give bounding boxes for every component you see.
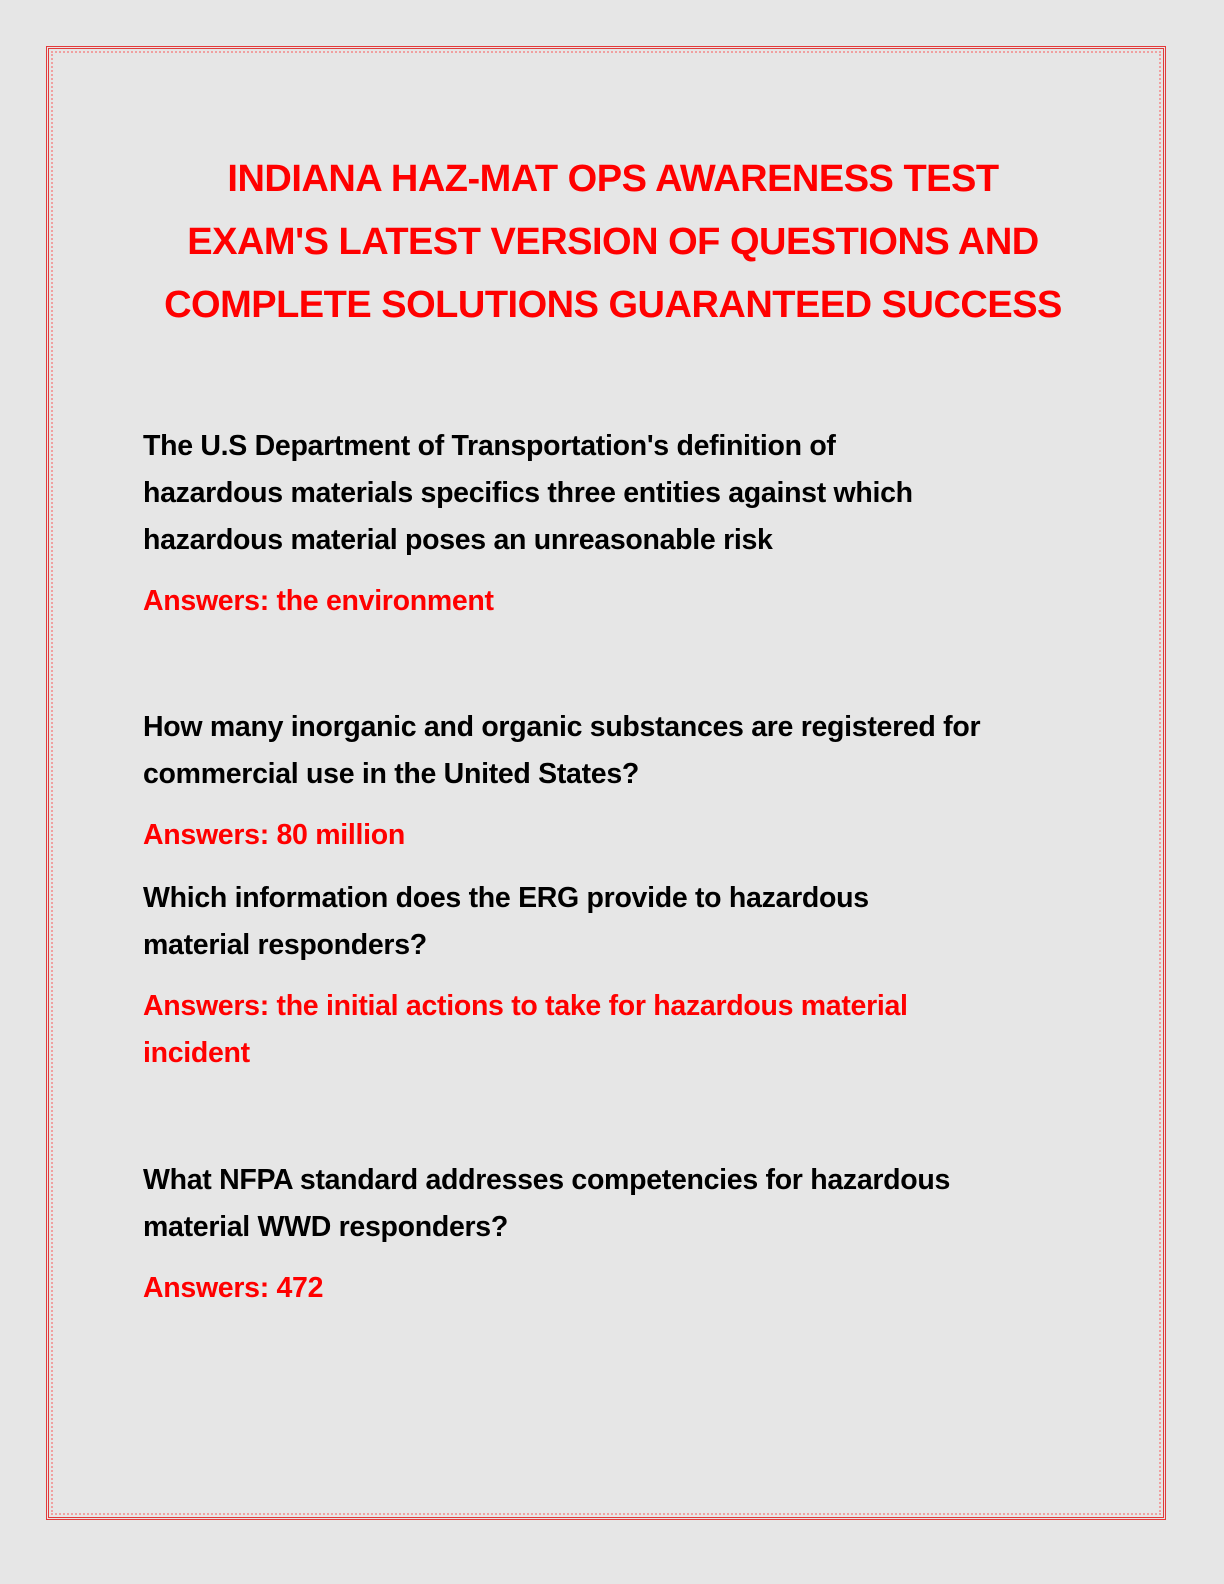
answer-line: incident (143, 1037, 250, 1069)
qa-item (143, 875, 1083, 1077)
answer-text (143, 812, 1083, 859)
title-line: INDIANA HAZ-MAT OPS AWARENESS TEST (227, 158, 999, 200)
answer-text (143, 983, 1083, 1077)
question-line: hazardous material poses an unreasonable risk (143, 524, 773, 556)
answer-line: Answers: 472 (143, 1272, 324, 1304)
qa-item (143, 423, 1083, 625)
question-text (143, 704, 1083, 798)
question-line: material WWD responders? (143, 1211, 508, 1243)
question-line: commercial use in the United States? (143, 758, 640, 790)
question-text (143, 1157, 1083, 1251)
question-line: hazardous materials specifics three entities against which (143, 477, 913, 509)
title-line: COMPLETE SOLUTIONS GUARANTEED SUCCESS (164, 284, 1062, 326)
qa-item (143, 1157, 1083, 1312)
question-text (143, 423, 1083, 564)
title-line: EXAM'S LATEST VERSION OF QUESTIONS AND (187, 221, 1039, 263)
question-line: The U.S Department of Transportation's definition of (143, 430, 836, 462)
answer-text (143, 578, 1083, 625)
answer-line: Answers: 80 million (143, 819, 405, 851)
qa-item (143, 704, 1083, 859)
question-line: What NFPA standard addresses competencies for hazardous (143, 1164, 951, 1196)
answer-text (143, 1265, 1083, 1312)
qa-list (143, 423, 1083, 1312)
question-line: material responders? (143, 929, 427, 961)
answer-line: Answers: the initial actions to take for hazardous material (143, 990, 908, 1022)
question-line: Which information does the ERG provide to hazardous (143, 882, 869, 914)
document-content (143, 148, 1083, 1312)
question-line: How many inorganic and organic substances are registered for (143, 711, 981, 743)
question-text (143, 875, 1083, 969)
answer-line: Answers: the environment (143, 585, 494, 617)
document-title (130, 148, 1096, 337)
